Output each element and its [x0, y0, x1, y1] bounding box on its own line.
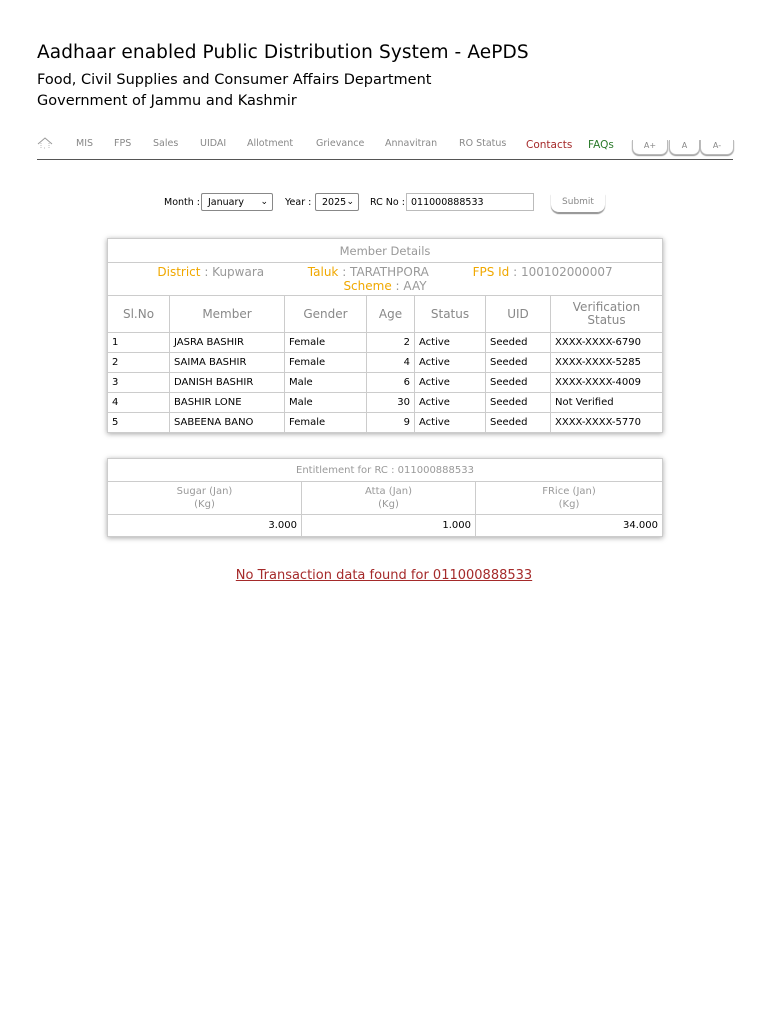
nav-contacts[interactable]: Contacts [526, 139, 573, 151]
cell-verification: XXXX-XXXX-5770 [551, 413, 663, 433]
government-name: Government of Jammu and Kashmir [37, 93, 297, 109]
submit-button[interactable]: Submit [551, 194, 605, 213]
nav-grievance[interactable]: Grievance [316, 138, 365, 149]
table-row [108, 373, 663, 393]
district-value: : Kupwara [204, 265, 265, 279]
page-header [37, 44, 737, 112]
cell-member: JASRA BASHIR [170, 333, 285, 353]
scheme-label: Scheme [343, 279, 392, 293]
font-decrease-button[interactable]: A- [700, 140, 734, 155]
cell-status: Active [415, 393, 486, 413]
nav-fps[interactable]: FPS [114, 138, 132, 149]
no-transaction-message: No Transaction data found for 011000888533 [235, 568, 533, 583]
cell-age: 2 [367, 333, 415, 353]
col-verification-status: Verification Status [551, 296, 663, 333]
font-increase-button[interactable]: A+ [632, 140, 668, 155]
entitlement-card [107, 458, 663, 537]
col-sugar-unit: (Kg) [194, 499, 215, 510]
col-sugar-name: Sugar (Jan) [176, 486, 233, 497]
col-atta [302, 482, 476, 515]
col-uid: UID [486, 296, 551, 333]
cell-verification: XXXX-XXXX-6790 [551, 333, 663, 353]
cell-status: Active [415, 353, 486, 373]
cell-gender: Female [285, 333, 367, 353]
rc-label: RC No : [370, 197, 405, 208]
page-title: Aadhaar enabled Public Distribution System - AePDS [37, 42, 529, 63]
cell-slno: 5 [108, 413, 170, 433]
fps-label: FPS Id [472, 265, 510, 279]
entitlement-title: Entitlement for RC : 011000888533 [108, 459, 663, 482]
cell-member: SAIMA BASHIR [170, 353, 285, 373]
cell-gender: Male [285, 393, 367, 413]
col-age: Age [367, 296, 415, 333]
cell-member: SABEENA BANO [170, 413, 285, 433]
col-frice-name: FRice (Jan) [542, 486, 596, 497]
home-icon[interactable] [37, 137, 53, 149]
table-row [108, 333, 663, 353]
cell-uid: Seeded [486, 373, 551, 393]
district-label: District [157, 265, 201, 279]
cell-age: 6 [367, 373, 415, 393]
nav-mis[interactable]: MIS [76, 138, 94, 149]
cell-verification: Not Verified [551, 393, 663, 413]
cell-age: 4 [367, 353, 415, 373]
department-name: Food, Civil Supplies and Consumer Affairs Department [37, 72, 432, 88]
month-select[interactable] [201, 193, 273, 211]
cell-verification: XXXX-XXXX-5285 [551, 353, 663, 373]
cell-slno: 4 [108, 393, 170, 413]
frice-value: 34.000 [476, 515, 663, 537]
col-frice [476, 482, 663, 515]
month-label: Month : [164, 197, 200, 208]
cell-slno: 3 [108, 373, 170, 393]
entitlement-table [107, 458, 663, 537]
cell-gender: Female [285, 353, 367, 373]
cell-status: Active [415, 333, 486, 353]
nav-allotment[interactable]: Allotment [247, 138, 294, 149]
main-nav [37, 135, 733, 160]
nav-sales[interactable]: Sales [153, 138, 179, 149]
sugar-value: 3.000 [108, 515, 302, 537]
cell-uid: Seeded [486, 353, 551, 373]
cell-status: Active [415, 373, 486, 393]
font-normal-button[interactable]: A [669, 140, 700, 155]
col-atta-unit: (Kg) [378, 499, 399, 510]
col-slno: Sl.No [108, 296, 170, 333]
cell-member: BASHIR LONE [170, 393, 285, 413]
cell-status: Active [415, 413, 486, 433]
cell-slno: 1 [108, 333, 170, 353]
nav-faqs[interactable]: FAQs [588, 139, 614, 151]
search-form [0, 193, 768, 215]
chevron-down-icon: ⌄ [346, 197, 354, 207]
rc-number-input[interactable]: 011000888533 [406, 193, 534, 211]
cell-gender: Female [285, 413, 367, 433]
taluk-label: Taluk [307, 265, 339, 279]
col-frice-unit: (Kg) [558, 499, 580, 510]
nav-ro-status[interactable]: RO Status [459, 138, 507, 149]
cell-age: 30 [367, 393, 415, 413]
member-details-title: Member Details [108, 239, 663, 263]
table-row [108, 413, 663, 433]
cell-slno: 2 [108, 353, 170, 373]
chevron-down-icon: ⌄ [260, 197, 268, 207]
member-table [107, 238, 663, 433]
month-value: January [208, 197, 245, 208]
col-sugar [108, 482, 302, 515]
entitlement-values-row [108, 515, 663, 537]
year-select[interactable] [315, 193, 359, 211]
cell-verification: XXXX-XXXX-4009 [551, 373, 663, 393]
atta-value: 1.000 [302, 515, 476, 537]
table-row [108, 353, 663, 373]
cell-age: 9 [367, 413, 415, 433]
table-row [108, 393, 663, 413]
nav-annavitran[interactable]: Annavitran [385, 138, 438, 149]
cell-uid: Seeded [486, 413, 551, 433]
nav-uidai[interactable]: UIDAI [200, 138, 227, 149]
col-gender: Gender [285, 296, 367, 333]
location-info [108, 263, 663, 296]
fps-value: : 100102000007 [513, 265, 613, 279]
year-value: 2025 [322, 197, 347, 208]
col-status: Status [415, 296, 486, 333]
cell-uid: Seeded [486, 393, 551, 413]
year-label: Year : [285, 197, 312, 208]
col-atta-name: Atta (Jan) [364, 486, 413, 497]
cell-gender: Male [285, 373, 367, 393]
scheme-value: : AAY [395, 279, 427, 293]
cell-uid: Seeded [486, 333, 551, 353]
taluk-value: : TARATHPORA [342, 265, 429, 279]
member-details-card [107, 238, 663, 433]
col-member: Member [170, 296, 285, 333]
cell-member: DANISH BASHIR [170, 373, 285, 393]
